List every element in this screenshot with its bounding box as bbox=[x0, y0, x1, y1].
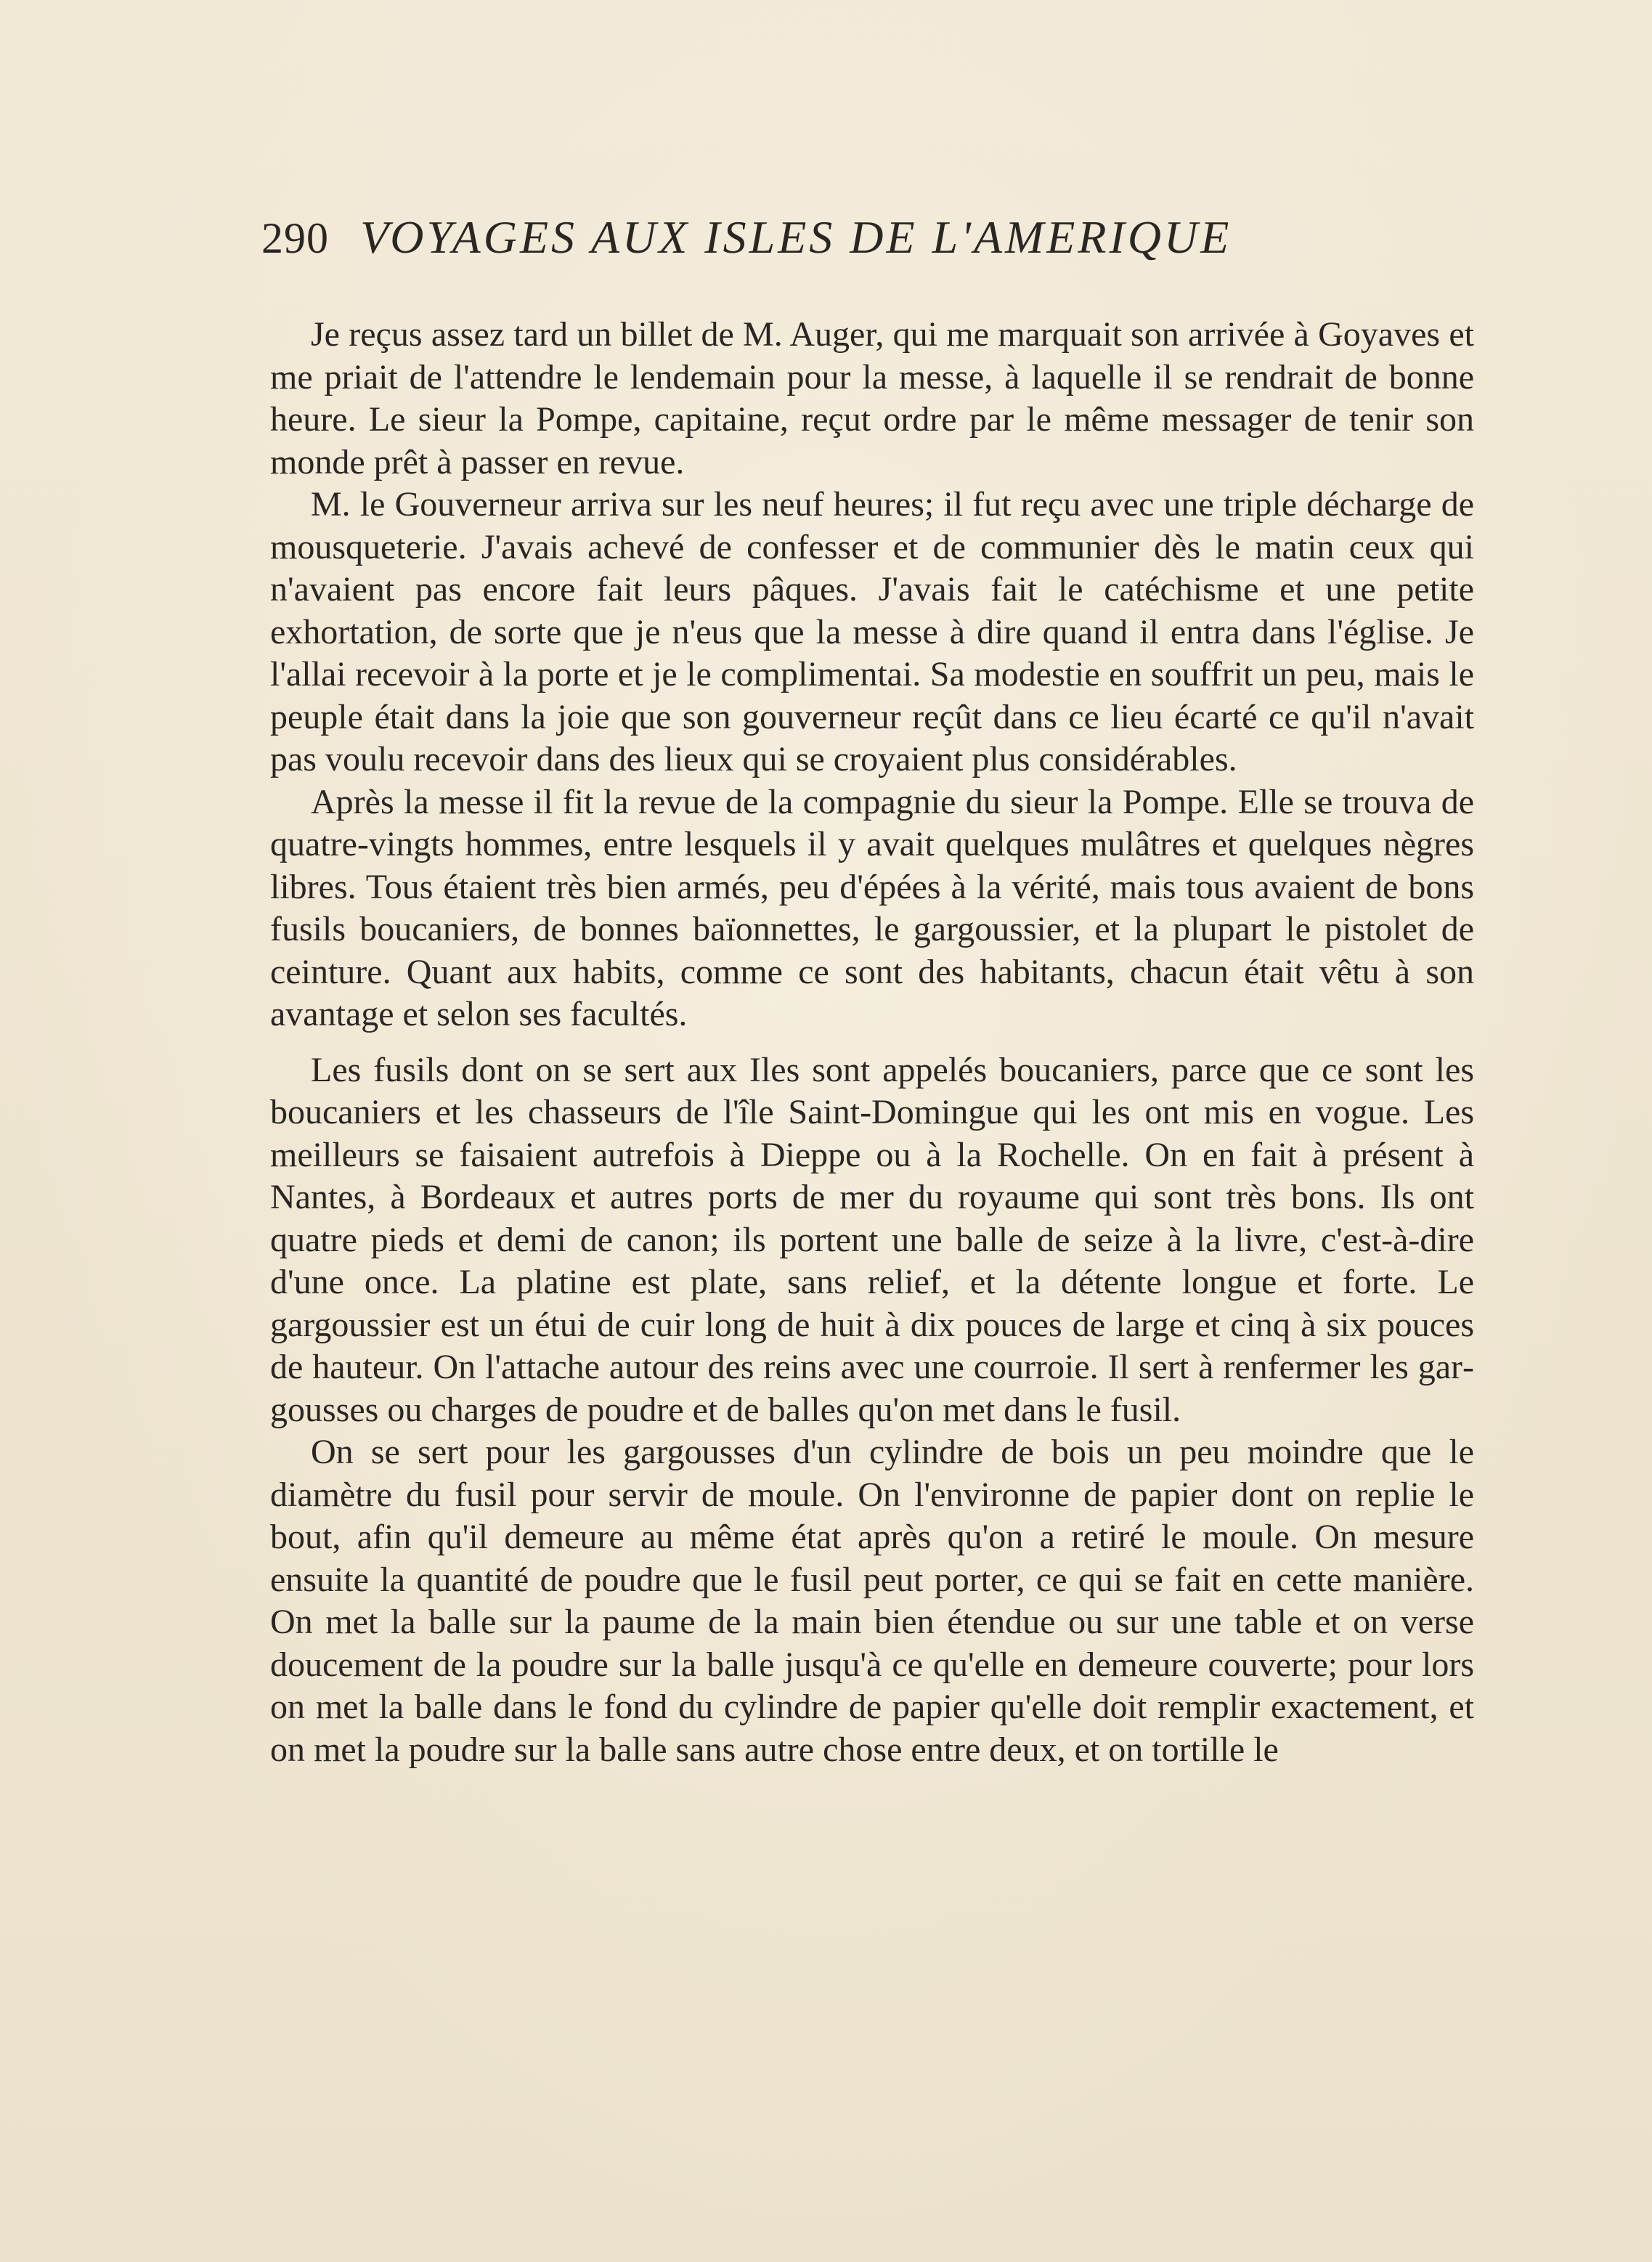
running-title: VOYAGES AUX ISLES DE L'AMERIQUE bbox=[360, 211, 1232, 263]
paragraph: Je reçus assez tard un billet de M. Auger, qui me marquait son arrivée à Goyaves et me priait de l'attendre le lendemain pour la messe, à laquelle il se rendrait de bonne heure. Le sieur la Pompe, capitaine, reçut ordre par le même messager de tenir son monde prêt à passer en revue. bbox=[270, 315, 1474, 481]
paragraph: Après la messe il fit la revue de la compagnie du sieur la Pompe. Elle se trouva de quatre-vingts hommes, entre lesquels il y avait quelques mulâtres et quelques nègres libres. Tous étaient très bien armés, peu d'épées à la vérité, mais tous avaient de bons fusils boucaniers, de bonnes baïonnettes, le gargoussier, et la plupart le pistolet de ceinture. Quant aux habits, comme ce sont des habitants, chacun était vêtu à son avantage et selon ses facultés. bbox=[270, 782, 1474, 1033]
paragraph: Les fusils dont on se sert aux Iles sont appelés boucaniers, parce que ce sont les boucaniers et les chasseurs de l'île Saint-Domingue qui les ont mis en vogue. Les meilleurs se faisaient autrefois à Dieppe ou à la Rochelle. On en fait à présent à Nantes, à Bordeaux et autres ports de mer du royaume qui sont très bons. Ils ont quatre pieds et demi de canon; ils portent une balle de seize à la livre, c'est-à-dire d'une once. La platine est plate, sans relief, et la détente longue et forte. Le gargoussier est un étui de cuir long de huit à dix pouces de large et cinq à six pouces de hauteur. On l'attache autour des reins avec une courroie. Il sert à renfermer les gargousses ou charges de poudre et de balles qu'on met dans le fusil. bbox=[270, 1050, 1474, 1429]
paragraph: M. le Gouverneur arriva sur les neuf heures; il fut reçu avec une triple décharge de mousqueterie. J'avais achevé de confesser et de communier dès le matin ceux qui n'avaient pas encore fait leurs pâques. J'avais fait le catéchisme et une petite exhortation, de sorte que je n'eus que la messe à dire quand il entra dans l'église. Je l'allai recevoir à la porte et je le complimentai. Sa modestie en souffrit un peu, mais le peuple était dans la joie que son gouverneur reçût dans ce lieu écarté ce qu'il n'avait pas voulu recevoir dans des lieux qui se croyaient plus considérables. bbox=[270, 485, 1474, 778]
running-head bbox=[261, 205, 1232, 270]
paragraph: On se sert pour les gargousses d'un cylindre de bois un peu moindre que le diamètre du fusil pour servir de moule. On l'environne de papier dont on replie le bout, afin qu'il demeure au même état après qu'on a retiré le moule. On mesure ensuite la quantité de poudre que le fusil peut porter, ce qui se fait en cette manière. On met la balle sur la paume de la main bien étendue ou sur une table et on verse doucement de la poudre sur la balle jusqu'à ce qu'elle en demeure couverte; pour lors on met la balle dans le fond du cylindre de papier qu'elle doit remplir exactement, et on met la poudre sur la balle sans autre chose entre deux, et on tortille le bbox=[270, 1433, 1474, 1769]
body-text bbox=[270, 314, 1474, 1771]
page-number: 290 bbox=[261, 214, 329, 262]
